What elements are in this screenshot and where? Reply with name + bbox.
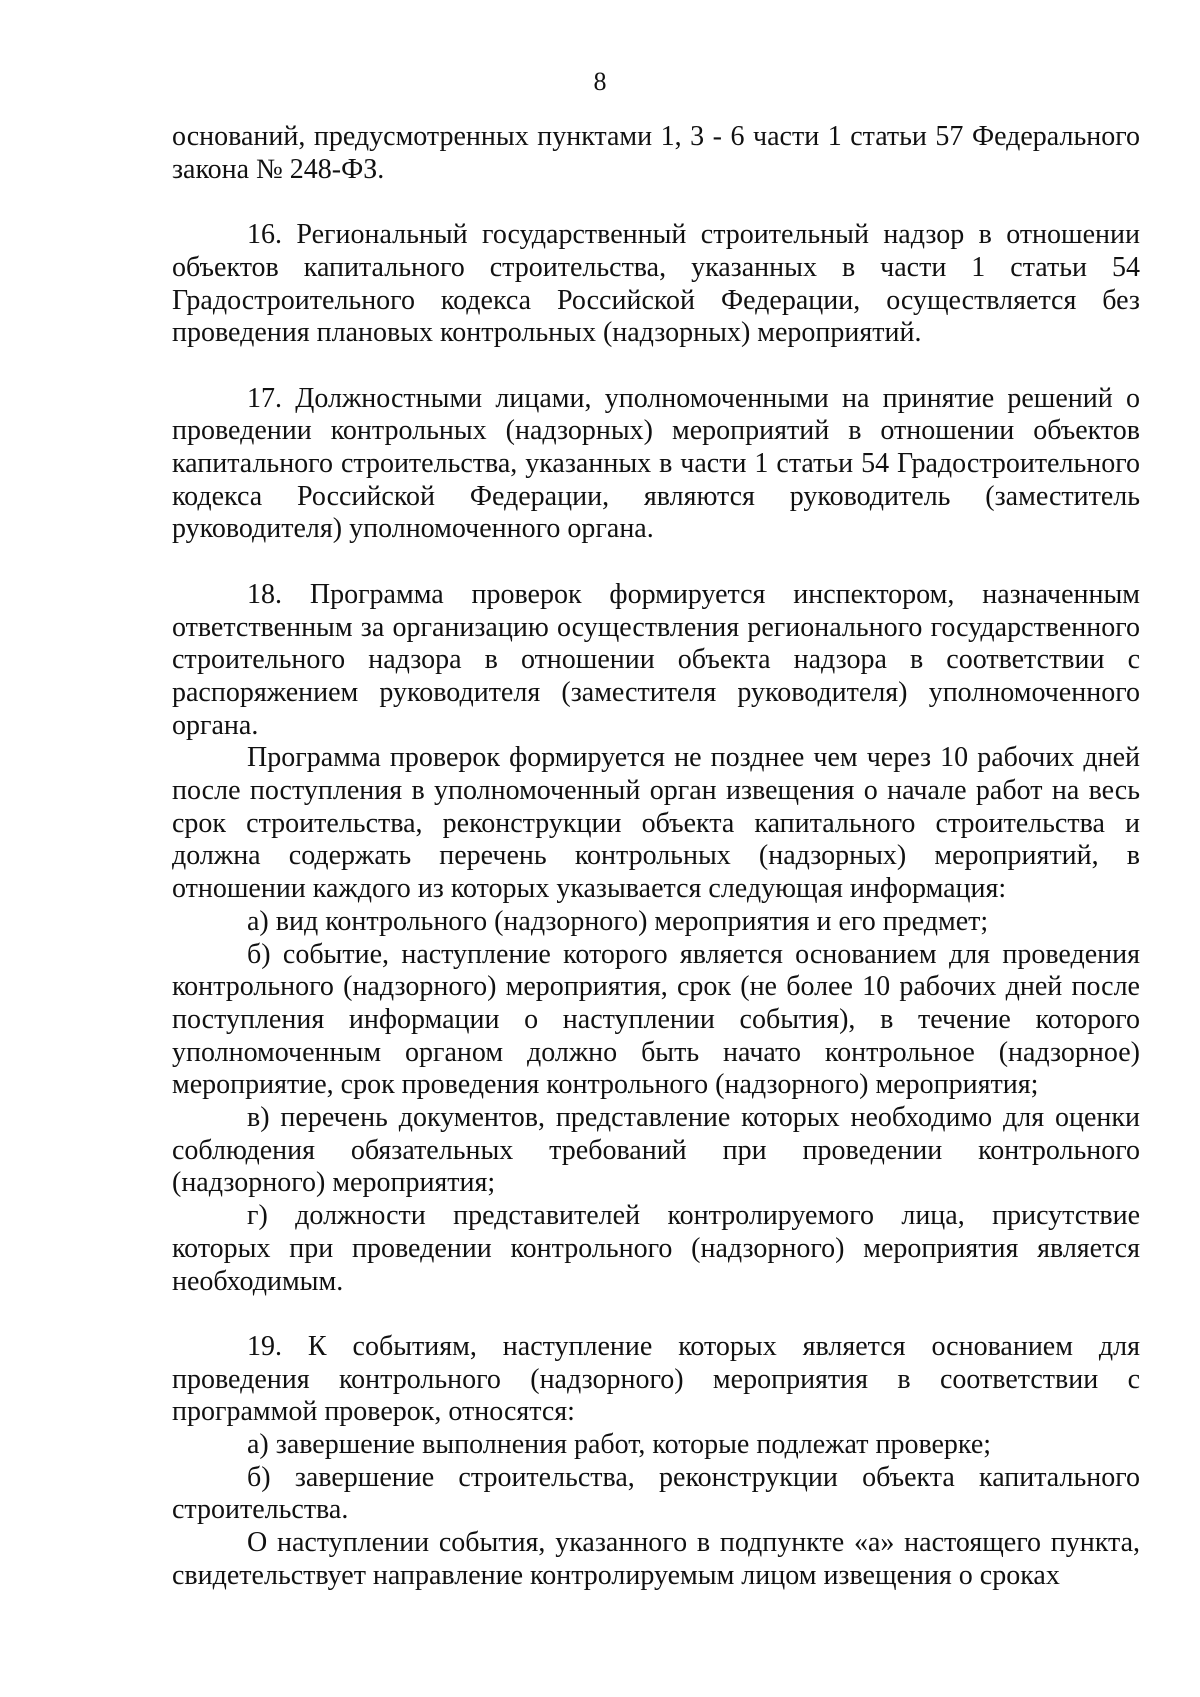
paragraph-18-item-g: г) должности представителей контролируемого лица, присутствие которых при проведении контрольного (надзорного) мероприятия является необходимым. [172,1200,1140,1297]
paragraph-18-item-b: б) событие, наступление которого является основанием для проведения контрольного (надзорного) мероприятия, срок (не более 10 рабочих дней после поступления информации о наступлении события), в течение которого уполномоченным органом должно быть начато контрольное (надзорное) мероприятие, срок проведения контрольного (надзорного) мероприятия; [172,938,1140,1101]
paragraph-19-item-a: а) завершение выполнения работ, которые подлежат проверке; [247,1429,992,1461]
paragraph-18-item-v: в) перечень документов, представление которых необходимо для оценки соблюдения обязательных требований при проведении контрольного (надзорного) мероприятия; [172,1102,1140,1199]
paragraph-continuation: оснований, предусмотренных пунктами 1, 3 - 6 части 1 статьи 57 Федерального закона № 248-ФЗ. [172,121,1140,185]
paragraph-18-item-a: а) вид контрольного (надзорного) мероприятия и его предмет; [247,905,989,937]
document-body [172,121,1140,1593]
page-number: 8 [593,67,607,96]
paragraph-16: 16. Региональный государственный строительный надзор в отношении объектов капитального строительства, указанных в части 1 статьи 54 Градостроительного кодекса Российской Федерации, осуществляется без проведения плановых контрольных (надзорных) мероприятий. [172,219,1140,349]
paragraph-18: 18. Программа проверок формируется инспектором, назначенным ответственным за организацию осуществления регионального государственного строительного надзора в отношении объекта надзора в соответствии с распоряжением руководителя (заместителя руководителя) уполномоченного органа. [172,578,1140,741]
paragraph-19-event-note: О наступлении события, указанного в подпункте «а» настоящего пункта, свидетельствует направление контролируемым лицом извещения о сроках [172,1527,1140,1591]
paragraph-18-program: Программа проверок формируется не позднее чем через 10 рабочих дней после поступления в уполномоченный орган извещения о начале работ на весь срок строительства, реконструкции объекта капитального строительства и должна содержать перечень контрольных (надзорных) мероприятий, в отношении каждого из которых указывается следующая информация: [172,742,1140,905]
paragraph-19-item-b: б) завершение строительства, реконструкции объекта капитального строительства. [172,1461,1140,1526]
paragraph-19: 19. К событиям, наступление которых является основанием для проведения контрольного (надзорного) мероприятия в соответствии с программой проверок, относятся: [172,1330,1140,1428]
paragraph-17: 17. Должностными лицами, уполномоченными на принятие решений о проведении контрольных (надзорных) мероприятий в отношении объектов капитального строительства, указанных в части 1 статьи 54 Градостроительного кодекса Российской Федерации, являются руководитель (заместитель руководителя) уполномоченного органа. [172,382,1140,545]
